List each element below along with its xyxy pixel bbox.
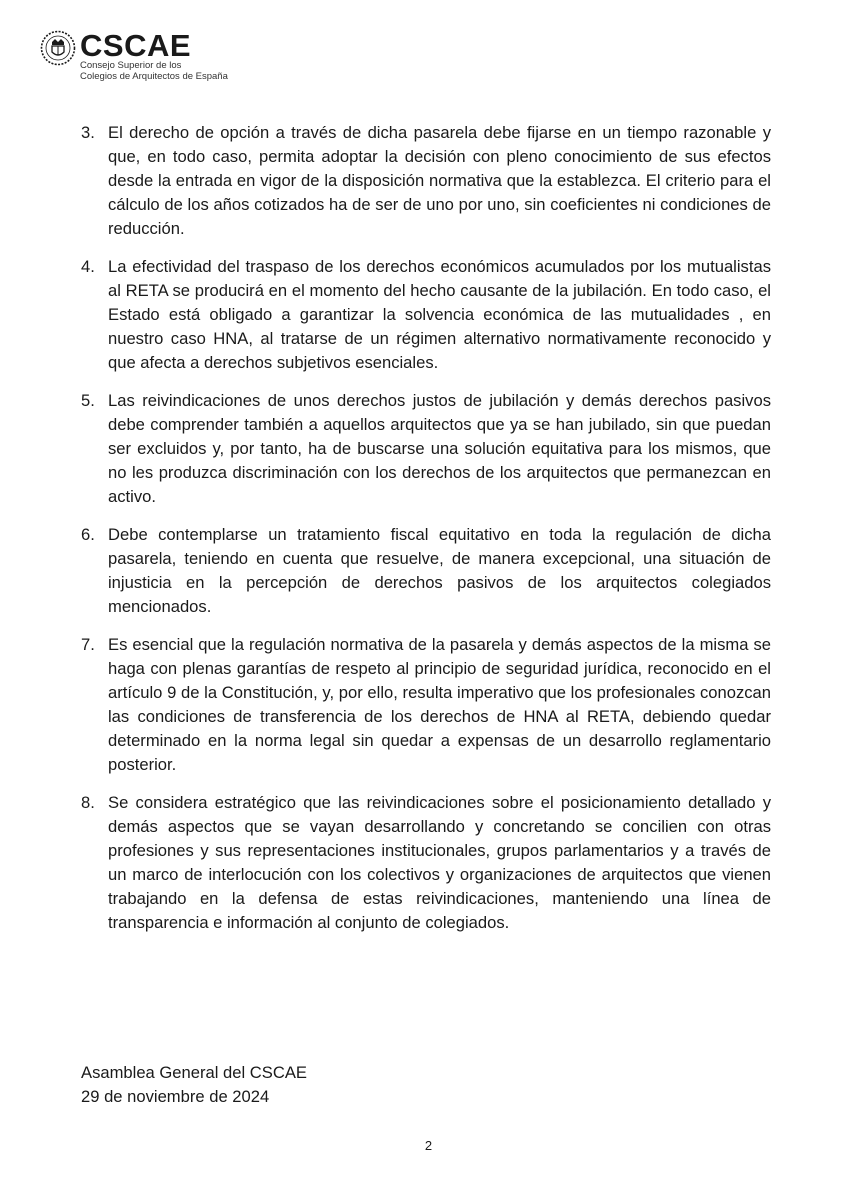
list-item — [81, 633, 771, 777]
item-number: 5. — [81, 391, 95, 410]
item-text: Las reivindicaciones de unos derechos justos de jubilación y demás derechos pasivos debe comprender también a aquellos arquitectos que ya se han jubilado, sin que puedan ser excluidos y, por tanto, ha de buscarse una solución equitativa para los mismos, que no les produzca discriminación con los derechos de los arquitectos que permanezcan en activo. — [108, 391, 771, 506]
list-item — [81, 791, 771, 935]
item-text: La efectividad del traspaso de los derechos económicos acumulados por los mutualistas al RETA se producirá en el momento del hecho causante de la jubilación. En todo caso, el Estado está obligado a garantizar la solvencia económica de las mutualidades , en nuestro caso HNA, al tratarse de un régimen alternativo normativamente reconocido y que afecta a derechos subjetivos esenciales. — [108, 257, 771, 372]
item-text: El derecho de opción a través de dicha pasarela debe fijarse en un tiempo razonable y que, en todo caso, permita adoptar la decisión con pleno conocimiento de sus efectos desde la entrada en vigor de la disposición normativa que la establezca. El criterio para el cálculo de los años cotizados ha de ser de uno por uno, sin coeficientes ni condiciones de reducción. — [108, 123, 771, 238]
item-number: 4. — [81, 257, 95, 276]
item-number: 3. — [81, 123, 95, 142]
document-header — [40, 28, 340, 88]
crest-icon — [40, 30, 76, 66]
item-number: 6. — [81, 525, 95, 544]
item-text: Se considera estratégico que las reivindicaciones sobre el posicionamiento detallado y demás aspectos que se vayan desarrollando y concretando se concilien con otras profesiones y sus representaciones institucionales, grupos parlamentarios y a través de un marco de interlocución con los colectivos y organizaciones de arquitectos que vienen trabajando en la defensa de estas reivindicaciones, manteniendo una línea de transparencia e información al conjunto de colegiados. — [108, 793, 771, 932]
signature-date: 29 de noviembre de 2024 — [81, 1087, 270, 1106]
brand-name: CSCAE — [80, 28, 192, 63]
signature-block — [81, 1061, 307, 1109]
item-text: Debe contemplarse un tratamiento fiscal equitativo en toda la regulación de dicha pasarela, teniendo en cuenta que resuelve, de manera excepcional, una situación de injusticia en la percepción de derechos pasivos de los arquitectos colegiados mencionados. — [108, 525, 771, 616]
item-number: 8. — [81, 793, 95, 812]
signature-organization: Asamblea General del CSCAE — [81, 1063, 307, 1082]
list-item — [81, 523, 771, 619]
list-item — [81, 389, 771, 509]
list-item — [81, 255, 771, 375]
numbered-list — [81, 121, 771, 949]
page-number: 2 — [424, 1138, 433, 1153]
list-item — [81, 121, 771, 241]
tagline-line: Consejo Superior de los — [80, 60, 182, 71]
item-text: Es esencial que la regulación normativa de la pasarela y demás aspectos de la misma se haga con plenas garantías de respeto al principio de seguridad jurídica, reconocido en el artículo 9 de la Constitución, y, por ello, resulta imperativo que los profesionales conozcan las condiciones de transferencia de los derechos de HNA al RETA, debiendo quedar determinado en la norma legal sin quedar a expensas de un desarrollo reglamentario posterior. — [108, 635, 771, 774]
item-number: 7. — [81, 635, 95, 654]
brand-tagline — [80, 60, 228, 82]
tagline-line: Colegios de Arquitectos de España — [80, 71, 228, 82]
